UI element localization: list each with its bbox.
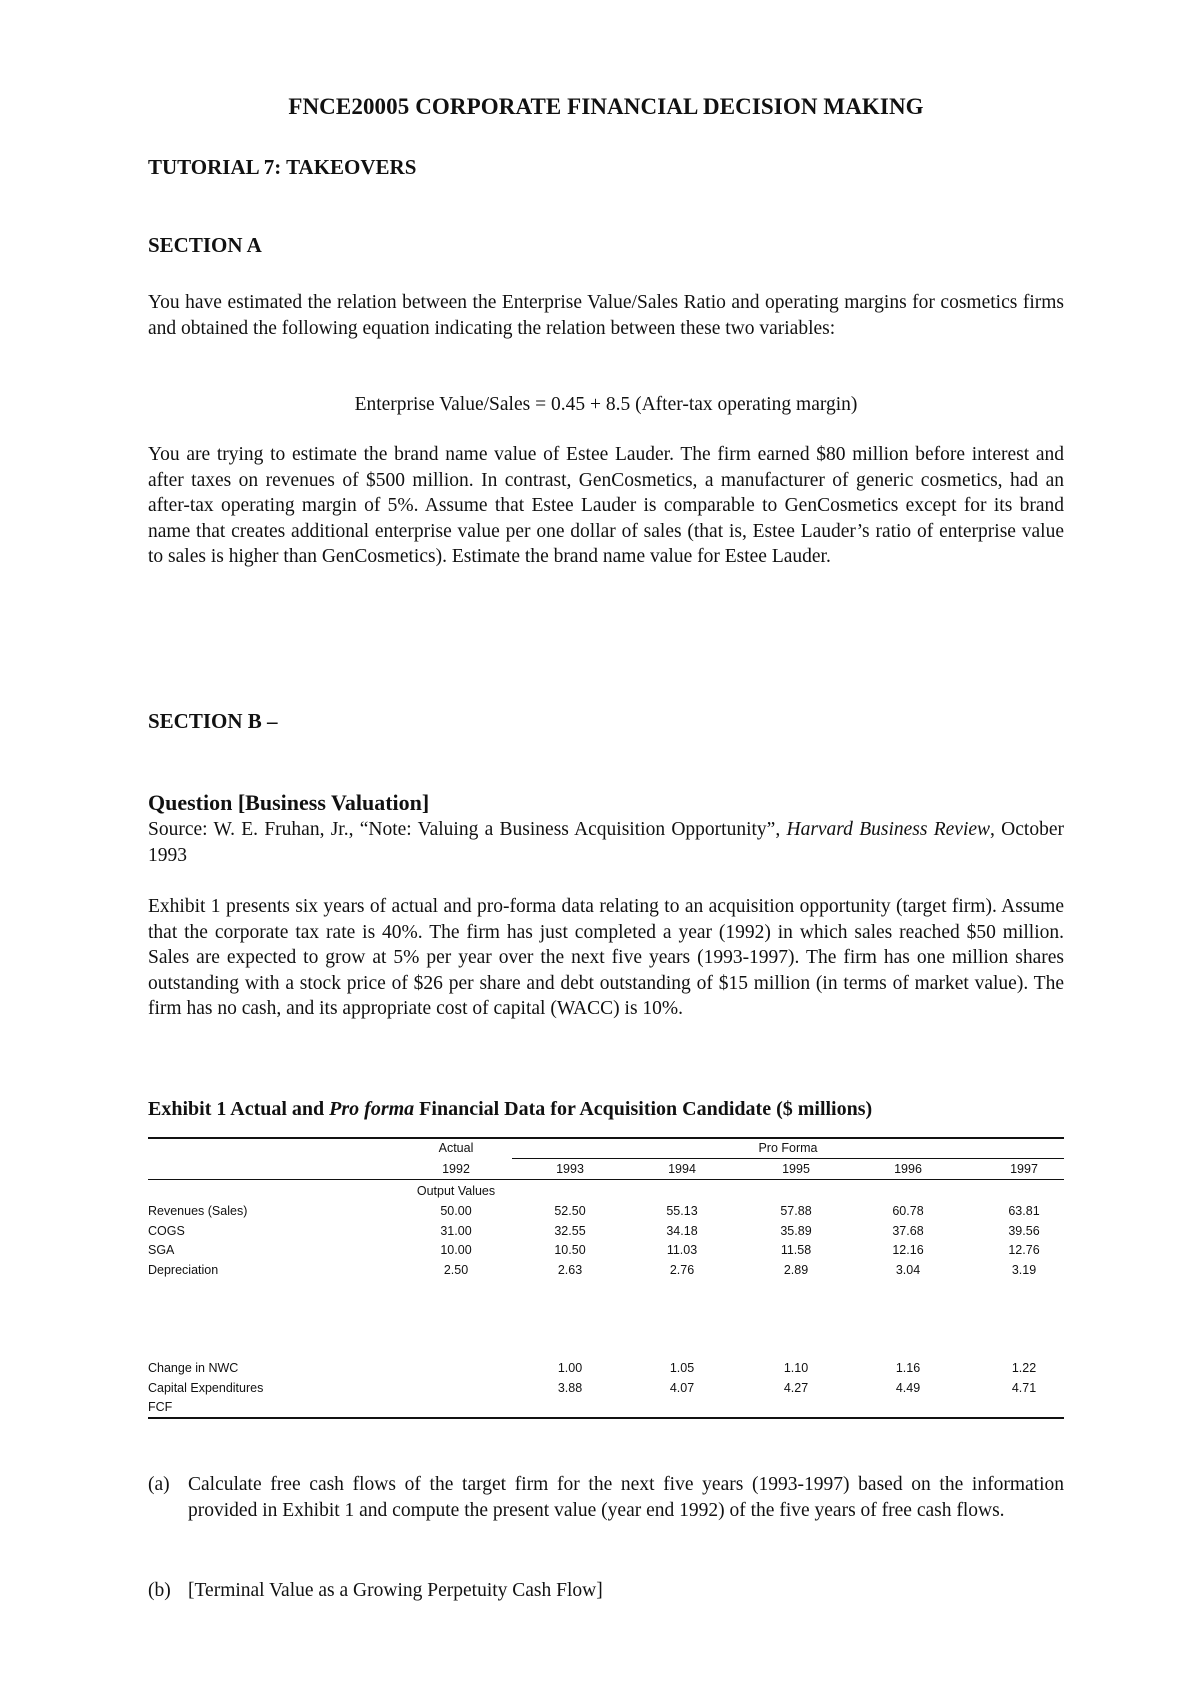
question-b-tag: (b) bbox=[148, 1580, 171, 1601]
table-cell: 1.10 bbox=[783, 1361, 809, 1375]
row-label: FCF bbox=[148, 1400, 173, 1414]
table-cell: 3.88 bbox=[557, 1380, 583, 1395]
table-cell: 60.78 bbox=[892, 1204, 924, 1218]
source-citation: Source: W. E. Fruhan, Jr., “Note: Valuing a Business Acquisition Opportunity”, Harvard Business Review, October 1993 bbox=[148, 819, 1064, 866]
table-cell: 2.76 bbox=[669, 1262, 695, 1277]
table-cell: 57.88 bbox=[780, 1204, 812, 1218]
output-values-label: Output Values bbox=[416, 1184, 496, 1198]
year-header-1997: 1997 bbox=[1010, 1162, 1038, 1176]
table-cell: 2.50 bbox=[443, 1262, 469, 1277]
table-cell: 63.81 bbox=[1008, 1204, 1040, 1218]
table-top-rule bbox=[148, 1137, 1064, 1139]
row-label: Depreciation bbox=[148, 1262, 219, 1277]
row-label: Revenues (Sales) bbox=[148, 1204, 248, 1218]
table-cell: 34.18 bbox=[666, 1223, 698, 1238]
year-header-1994: 1994 bbox=[668, 1162, 696, 1176]
row-label: Capital Expenditures bbox=[148, 1380, 264, 1395]
row-label: SGA bbox=[148, 1243, 175, 1257]
table-cell: 4.49 bbox=[895, 1380, 921, 1395]
question-b-text: [Terminal Value as a Growing Perpetuity Cash Flow] bbox=[188, 1580, 603, 1601]
year-header-1996: 1996 bbox=[894, 1162, 922, 1176]
exhibit-table bbox=[148, 1137, 1064, 1419]
table-cell: 39.56 bbox=[1008, 1223, 1040, 1238]
question-a bbox=[148, 1472, 1064, 1523]
table-cell: 35.89 bbox=[780, 1223, 812, 1238]
section-a-intro: You have estimated the relation between the Enterprise Value/Sales Ratio and operating margins for cosmetics firms and obtained the following equation indicating the relation between these two variables: bbox=[148, 292, 1064, 339]
table-cell: 1.00 bbox=[557, 1361, 583, 1375]
year-header-1995: 1995 bbox=[782, 1162, 810, 1176]
year-rule bbox=[148, 1179, 1064, 1180]
table-cell: 1.22 bbox=[1011, 1361, 1037, 1375]
table-cell: 4.71 bbox=[1011, 1380, 1037, 1395]
table-cell: 52.50 bbox=[554, 1204, 586, 1218]
table-cell: 10.50 bbox=[554, 1243, 586, 1257]
exhibit-title: Exhibit 1 Actual and Pro forma Financial Data for Acquisition Candidate ($ millions) bbox=[148, 1098, 873, 1120]
year-header-1992: 1992 bbox=[442, 1162, 470, 1176]
table-cell: 10.00 bbox=[440, 1243, 472, 1257]
table-cell: 11.58 bbox=[780, 1243, 812, 1257]
section-a-heading: SECTION A bbox=[148, 233, 262, 257]
course-title: FNCE20005 CORPORATE FINANCIAL DECISION MAKING bbox=[288, 94, 924, 119]
table-cell: 4.27 bbox=[783, 1380, 809, 1395]
section-a-question: You are trying to estimate the brand name value of Estee Lauder. The firm earned $80 million before interest and after taxes on revenues of $500 million. In contrast, GenCosmetics, a manufacturer of generic cosmetics, had an after-tax operating margin of 5%. Assume that Estee Lauder is comparable to GenCosmetics except for its brand name that creates additional enterprise value per one dollar of sales (that is, Estee Lauder’s ratio of enterprise value to sales is higher than GenCosmetics). Estimate the brand name value for Estee Lauder. bbox=[148, 444, 1064, 568]
table-cell: 1.05 bbox=[669, 1361, 695, 1375]
proforma-header: Pro Forma bbox=[758, 1141, 818, 1155]
table-cell: 32.55 bbox=[554, 1223, 586, 1238]
row-label: COGS bbox=[148, 1223, 185, 1238]
table-cell: 2.63 bbox=[557, 1262, 583, 1277]
table-cell: 1.16 bbox=[895, 1361, 921, 1375]
question-a-text: Calculate free cash flows of the target firm for the next five years (1993-1997) based on the information provided in Exhibit 1 and compute the present value (year end 1992) of the five years of free cash flows. bbox=[188, 1474, 1064, 1521]
table-cell: 3.04 bbox=[895, 1262, 921, 1277]
row-label: Change in NWC bbox=[148, 1361, 239, 1375]
table-cell: 2.89 bbox=[783, 1262, 809, 1277]
table-cell: 12.16 bbox=[892, 1243, 924, 1257]
table-cell: 4.07 bbox=[669, 1380, 695, 1395]
table-cell: 31.00 bbox=[440, 1223, 472, 1238]
year-header-1993: 1993 bbox=[556, 1162, 584, 1176]
table-bottom-rule bbox=[148, 1417, 1064, 1419]
exhibit-description: Exhibit 1 presents six years of actual and pro-forma data relating to an acquisition opportunity (target firm). Assume that the corporate tax rate is 40%. The firm has just completed a year (1992) in which sales reached $50 million. Sales are expected to grow at 5% per year over the next five years (1993-1997). The firm has one million shares outstanding with a stock price of $26 per share and debt outstanding of $15 million (in terms of market value). The firm has no cash, and its appropriate cost of capital (WACC) is 10%. bbox=[148, 896, 1064, 1020]
table-cell: 12.76 bbox=[1008, 1243, 1040, 1257]
question-b bbox=[148, 1578, 1064, 1604]
proforma-rule bbox=[512, 1158, 1064, 1159]
table-cell: 3.19 bbox=[1011, 1262, 1037, 1277]
tutorial-title: TUTORIAL 7: TAKEOVERS bbox=[148, 155, 417, 179]
table-cell: 11.03 bbox=[666, 1243, 698, 1257]
table-cell: 55.13 bbox=[666, 1204, 698, 1218]
table-cell: 50.00 bbox=[440, 1204, 472, 1218]
ev-sales-equation: Enterprise Value/Sales = 0.45 + 8.5 (After-tax operating margin) bbox=[354, 394, 858, 415]
journal-name: Harvard Business Review bbox=[786, 819, 991, 840]
section-b-heading: SECTION B – bbox=[148, 709, 278, 733]
question-heading: Question [Business Valuation] bbox=[148, 790, 430, 815]
table-cell: 37.68 bbox=[892, 1223, 924, 1238]
question-a-tag: (a) bbox=[148, 1474, 170, 1495]
actual-header: Actual bbox=[438, 1141, 474, 1155]
